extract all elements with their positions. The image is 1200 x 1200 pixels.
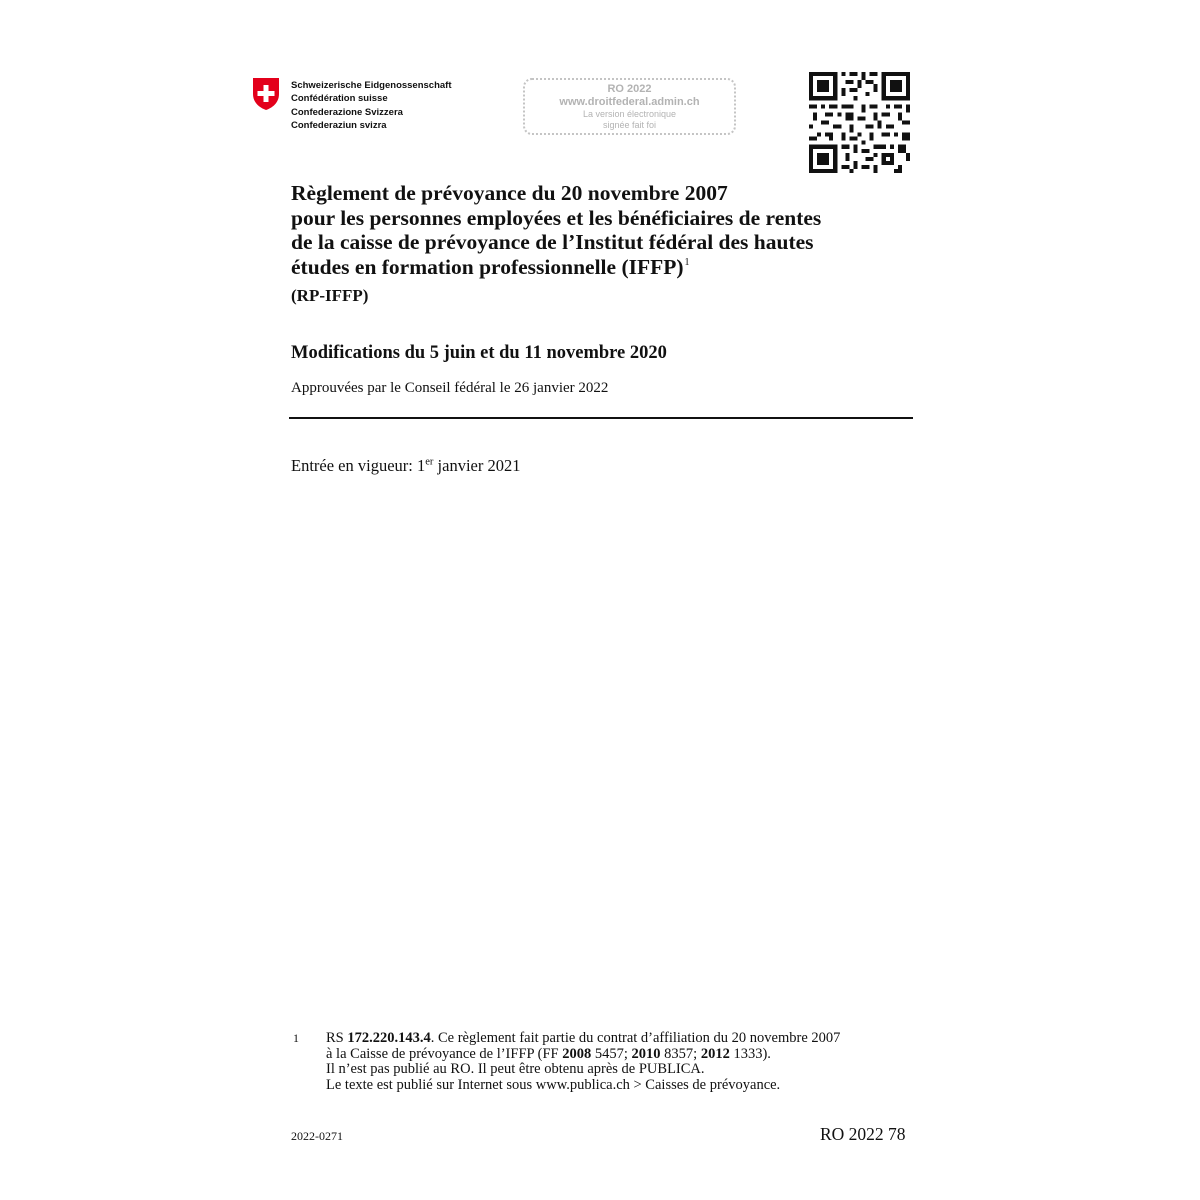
stamp-ro: RO 2022 bbox=[607, 83, 652, 95]
footnote-line bbox=[326, 1031, 926, 1047]
title-line-text: études en formation professionnelle (IFFP) bbox=[291, 254, 684, 279]
stamp-note-2: signée fait foi bbox=[602, 120, 657, 130]
footnote-reference[interactable]: 1 bbox=[684, 257, 690, 269]
footnote-text-part: . Ce règlement fait partie du contrat d’affiliation du 20 novembre 2007 bbox=[430, 1030, 841, 1046]
footnote-number: 1 bbox=[293, 1031, 299, 1045]
title-line: de la caisse de prévoyance de l’Institut fédéral des hautes bbox=[291, 230, 814, 254]
electronic-version-stamp bbox=[523, 78, 736, 135]
federal-name-fr: Confédération suisse bbox=[291, 93, 388, 105]
ro-reference: RO 2022 78 bbox=[820, 1124, 906, 1144]
document-id: 2022-0271 bbox=[291, 1129, 343, 1143]
stamp-url: www.droitfederal.admin.ch bbox=[559, 96, 700, 108]
document-title bbox=[291, 181, 931, 279]
federal-name-de: Schweizerische Eidgenossenschaft bbox=[291, 80, 452, 91]
qr-code-icon bbox=[809, 72, 910, 173]
ff-year: 2008 bbox=[562, 1045, 592, 1062]
footnote-text-part: 1333). bbox=[729, 1045, 771, 1062]
entry-into-force bbox=[291, 456, 520, 476]
rs-number: 172.220.143.4 bbox=[347, 1030, 431, 1046]
footnote-text bbox=[326, 1031, 926, 1093]
footnote-text-part: à la Caisse de prévoyance de l’IFFP (FF bbox=[326, 1045, 563, 1062]
footnote-line: Il n’est pas publié au RO. Il peut être obtenu après de PUBLICA. bbox=[326, 1061, 705, 1077]
footnote-text-part: 5457; bbox=[591, 1045, 632, 1062]
footnote-text-part: 8357; bbox=[660, 1045, 701, 1062]
entry-suffix: janvier 2021 bbox=[433, 456, 521, 475]
stamp-note-1: La version électronique bbox=[582, 109, 677, 119]
title-line: pour les personnes employées et les bénéficiaires de rentes bbox=[291, 205, 822, 230]
footnote-text-part: RS bbox=[326, 1030, 348, 1046]
federal-name-rm: Confederaziun svizra bbox=[291, 119, 387, 131]
footnote-line bbox=[326, 1047, 926, 1063]
document-abbreviation: (RP-IFFP) bbox=[291, 286, 369, 305]
modifications-heading: Modifications du 5 juin et du 11 novembre 2020 bbox=[291, 343, 667, 363]
federal-name-it: Confederazione Svizzera bbox=[291, 106, 403, 118]
horizontal-rule bbox=[289, 417, 913, 419]
swiss-cross-shield-icon bbox=[252, 77, 280, 111]
title-line: Règlement de prévoyance du 20 novembre 2007 bbox=[291, 181, 728, 205]
ff-year: 2010 bbox=[631, 1045, 661, 1062]
footnote-line: Le texte est publié sur Internet sous www.publica.ch > Caisses de prévoyance. bbox=[326, 1076, 781, 1093]
ff-year: 2012 bbox=[700, 1045, 730, 1062]
federal-names bbox=[291, 79, 452, 132]
title-line bbox=[291, 255, 931, 280]
entry-prefix: Entrée en vigueur: 1 bbox=[291, 456, 426, 475]
approval-note: Approuvées par le Conseil fédéral le 26 janvier 2022 bbox=[291, 380, 609, 396]
entry-sup: er bbox=[425, 456, 434, 468]
